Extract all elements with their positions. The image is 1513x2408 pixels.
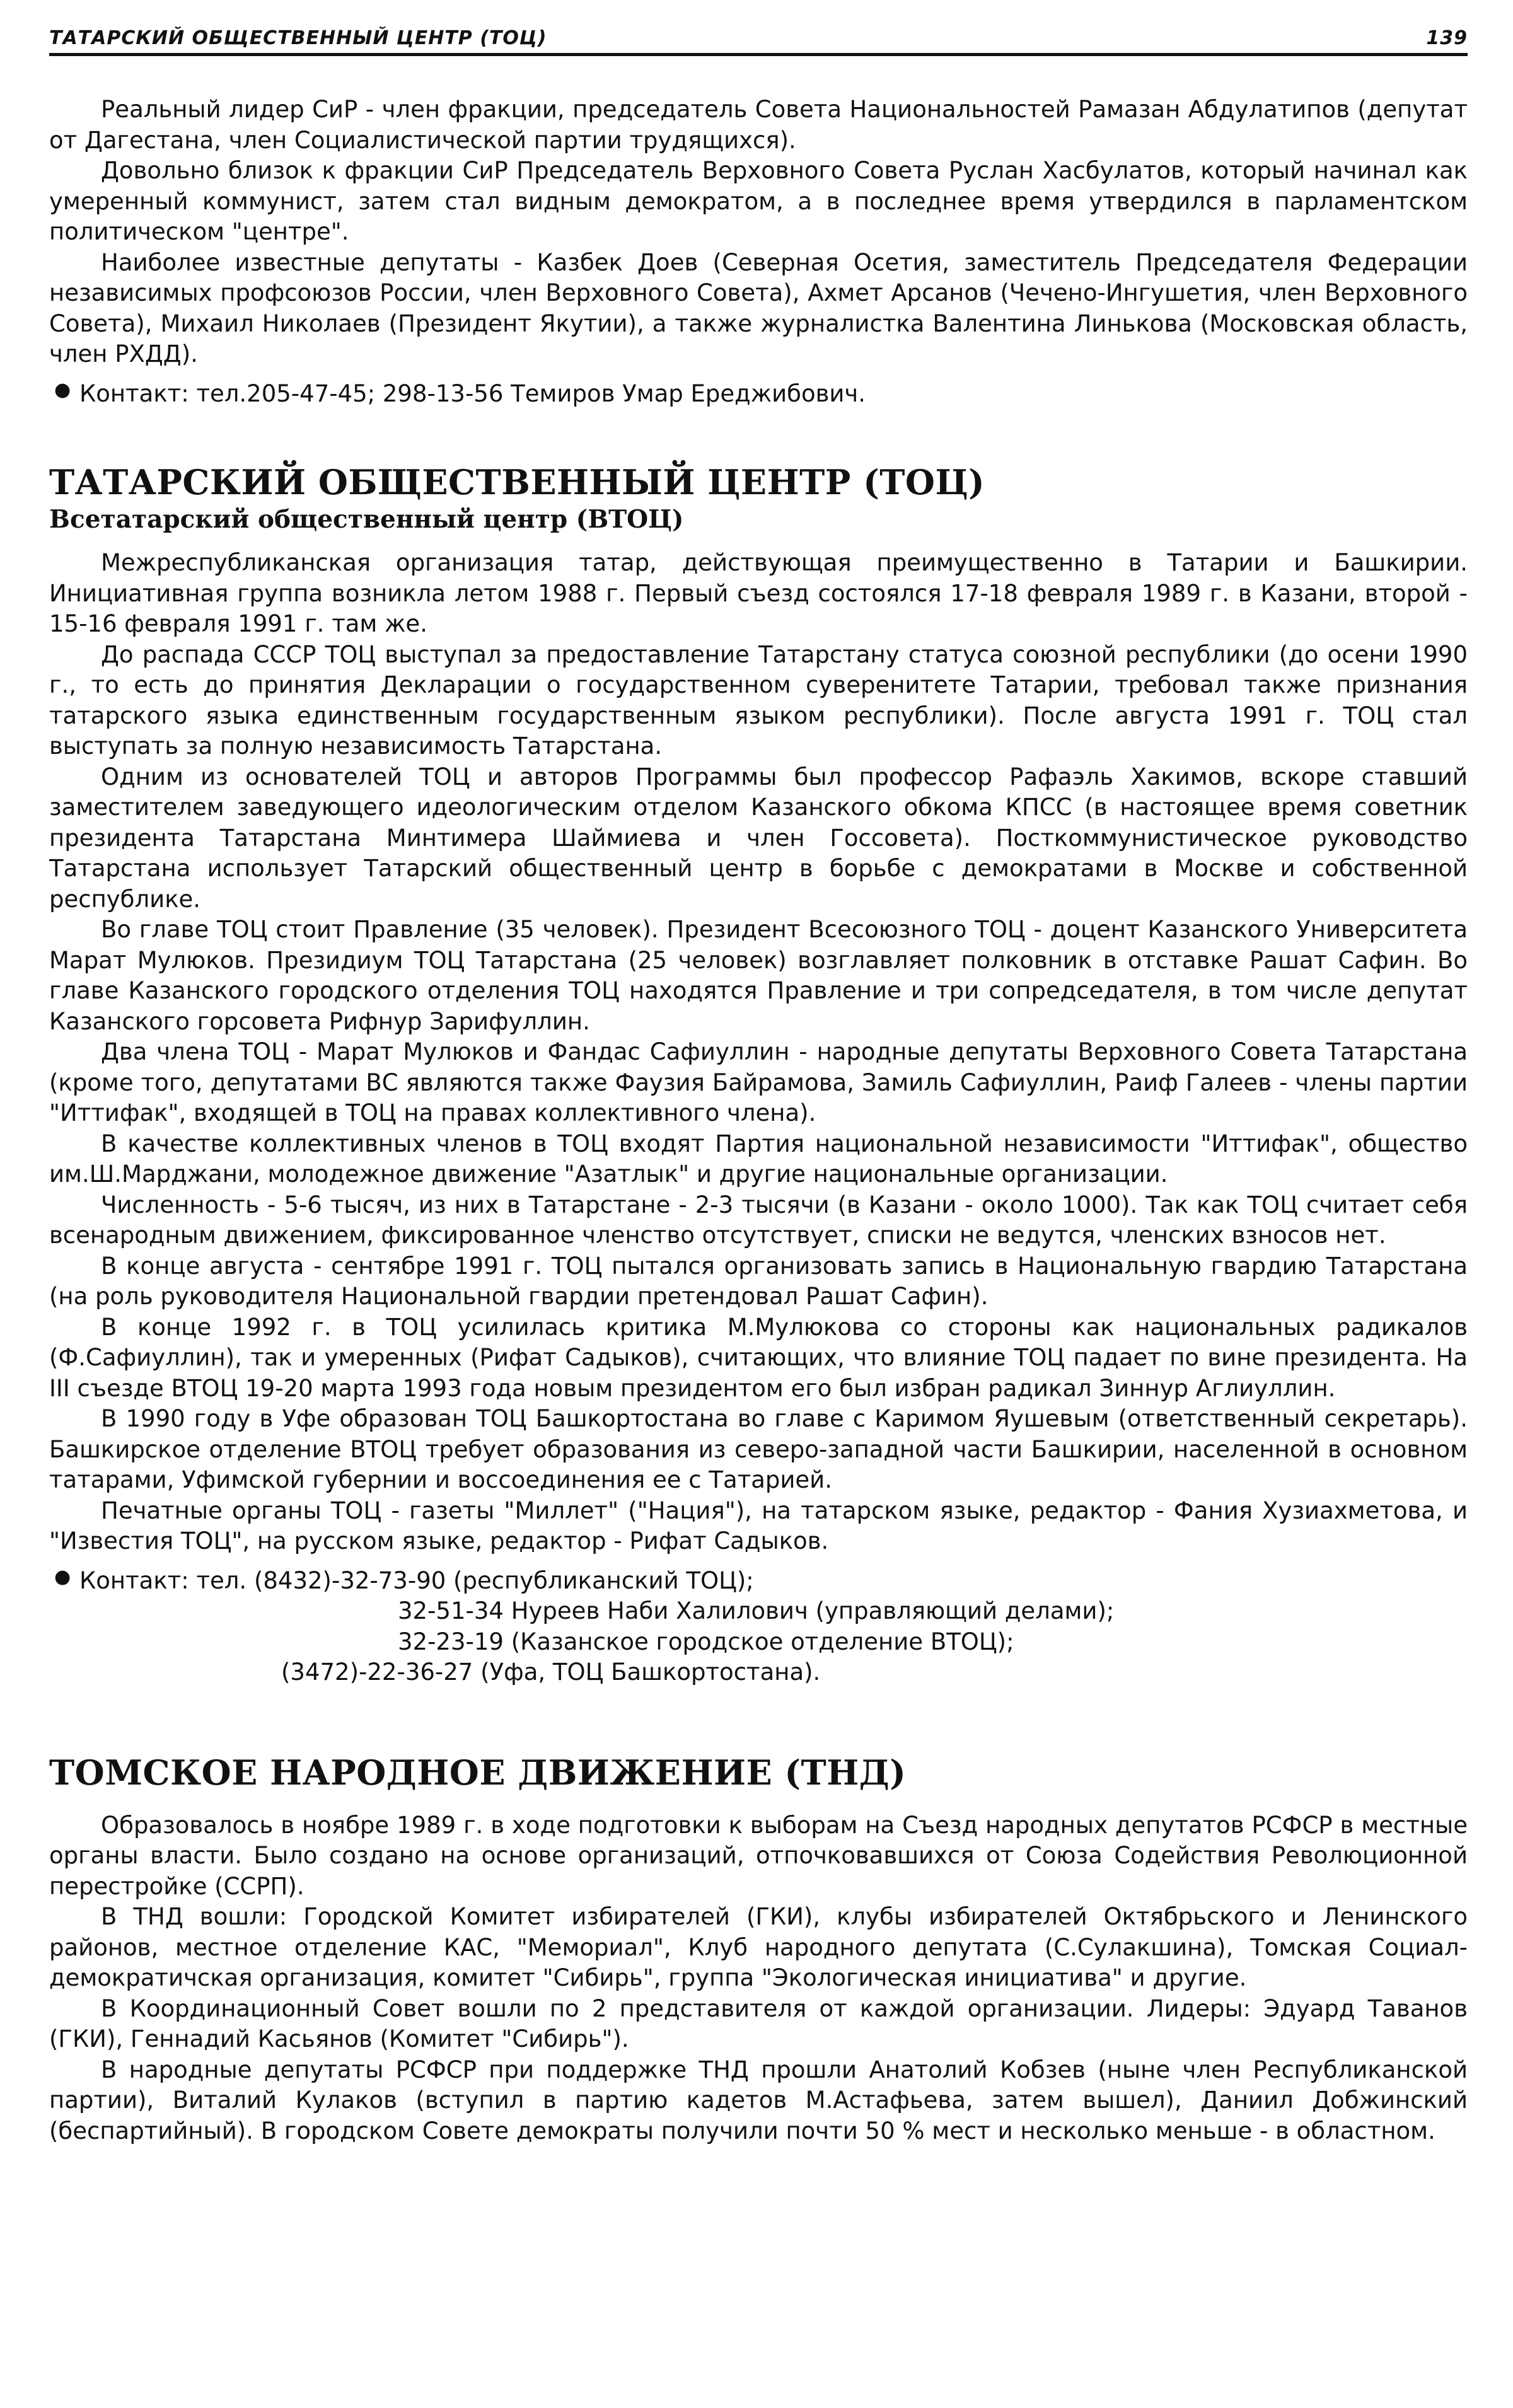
paragraph: Во главе ТОЦ стоит Правление (35 человек). Президент Всесоюзного ТОЦ - доцент Казанского Университета Марат Мулюков. Президиум ТОЦ Татарстана (25 человек) возглавляет полковник в отставке Рашат Сафин. Во главе Казанского городского отделения ТОЦ находятся Правление и три сопредседателя, в том числе депутат Казанского горсовета Рифнур Зарифуллин.	[49, 916, 1468, 1035]
running-header	[49, 19, 1468, 56]
paragraph: До распада СССР ТОЦ выступал за предоставление Татарстану статуса союзной республики (до осени 1990 г., то есть до принятия Декларации о государственном суверенитете Татарии, требовал также признания татарского языка единственным государственным языком республики). После августа 1991 г. ТОЦ стал выступать за полную независимость Татарстана.	[49, 640, 1468, 760]
paragraph: В конце 1992 г. в ТОЦ усилилась критика М.Мулюкова со стороны как национальных радикалов (Ф.Сафиуллин), так и умеренных (Рифат Садыков), считающих, что влияние ТОЦ падает по вине президента. На III съезде ВТОЦ 19-20 марта 1993 года новым президентом его был избран радикал Зиннур Аглиуллин.	[49, 1313, 1468, 1402]
paragraph: Межреспубликанская организация татар, действующая преимущественно в Татарии и Башкирии. Инициативная группа возникла летом 1988 г. Первый съезд состоялся 17-18 февраля 1989 г. в Казани, второй - 15-16 февраля 1991 г. там же.	[49, 549, 1468, 637]
paragraph: Численность - 5-6 тысяч, из них в Татарстане - 2-3 тысячи (в Казани - около 1000). Так как ТОЦ считает себя всенародным движением, фиксированное членство отсутствует, списки не ведутся, членских взносов нет.	[49, 1191, 1468, 1249]
section-toc	[49, 462, 1468, 1688]
bullet-icon: ●	[54, 1565, 71, 1588]
paragraph: Довольно близок к фракции СиР Председатель Верховного Совета Руслан Хасбулатов, который начинал как умеренный коммунист, затем стал видным демократом, а в последнее время утвердился в парламентском политическом "центре".	[49, 157, 1468, 245]
paragraph: В ТНД вошли: Городской Комитет избирателей (ГКИ), клубы избирателей Октябрьского и Ленинского районов, местное отделение КАС, "Мемориал", Клуб народного депутата (С.Сулакшина), Томская Социал-демократичская организация, комитет "Сибирь", группа "Экологическая инициатива" и другие.	[49, 1903, 1468, 1991]
paragraph: В народные депутаты РСФСР при поддержке ТНД прошли Анатолий Кобзев (ныне член Республиканской партии), Виталий Кулаков (вступил в партию кадетов М.Астафьева, затем вышел), Даниил Добжинский (беспартийный). В городском Совете демократы получили почти 50 % мест и несколько меньше - в областном.	[49, 2056, 1468, 2145]
paragraph: В 1990 году в Уфе образован ТОЦ Башкортостана во главе с Каримом Яушевым (ответственный секретарь). Башкирское отделение ВТОЦ требует образования из северо-западной части Башкирии, населенной в основном татарами, Уфимской губернии и воссоединения ее с Татарией.	[49, 1405, 1468, 1493]
section-title: ТОМСКОЕ НАРОДНОЕ ДВИЖЕНИЕ (ТНД)	[49, 1752, 907, 1793]
page-content	[49, 95, 1468, 2146]
contact-line: 32-51-34 Нуреев Наби Халилович (управляющий делами);	[398, 1597, 1115, 1624]
contact-line: Контакт: тел.205-47-45; 298-13-56 Темиров Умар Ереджибович.	[79, 379, 866, 407]
paragraph: В конце августа - сентябре 1991 г. ТОЦ пытался организовать запись в Национальную гвардию Татарстана (на роль руководителя Национальной гвардии претендовал Рашат Сафин).	[49, 1252, 1468, 1310]
contact-line: (3472)-22-36-27 (Уфа, ТОЦ Башкортостана).	[281, 1658, 821, 1686]
contact-line: 32-23-19 (Казанское городское отделение ВТОЦ);	[398, 1628, 1014, 1655]
section-tnd	[49, 1752, 1468, 2147]
contact-line: Контакт: тел. (8432)-32-73-90 (республиканский ТОЦ);	[79, 1566, 754, 1594]
running-header-title: ТАТАРСКИЙ ОБЩЕСТВЕННЫЙ ЦЕНТР (ТОЦ)	[49, 27, 547, 49]
section-title: ТАТАРСКИЙ ОБЩЕСТВЕННЫЙ ЦЕНТР (ТОЦ)	[49, 462, 985, 502]
paragraph: В Координационный Совет вошли по 2 представителя от каждой организации. Лидеры: Эдуард Таванов (ГКИ), Геннадий Касьянов (Комитет "Сибирь").	[49, 1994, 1468, 2052]
paragraph: Два члена ТОЦ - Марат Мулюков и Фандас Сафиуллин - народные депутаты Верховного Совета Татарстана (кроме того, депутатами ВС являются также Фаузия Байрамова, Замиль Сафиуллин, Раиф Галеев - члены партии "Иттифак", входящей в ТОЦ на правах коллективного члена).	[49, 1038, 1468, 1126]
paragraph: Печатные органы ТОЦ - газеты "Миллет" ("Нация"), на татарском языке, редактор - Фания Хузиахметова, и "Известия ТОЦ", на русском языке, редактор - Рифат Садыков.	[49, 1496, 1468, 1554]
intro-block	[49, 95, 1468, 409]
paragraph: Одним из основателей ТОЦ и авторов Программы был профессор Рафаэль Хакимов, вскоре ставший заместителем заведующего идеологическим отделом Казанского обкома КПСС (в настоящее время советник президента Татарстана Минтимера Шаймиева и член Госсовета). Посткоммунистическое руководство Татарстана использует Татарский общественный центр в борьбе с демократами в Москве и собственной республике.	[49, 763, 1468, 913]
section-subtitle: Всетатарский общественный центр (ВТОЦ)	[49, 505, 684, 534]
paragraph: В качестве коллективных членов в ТОЦ входят Партия национальной независимости "Иттифак", общество им.Ш.Марджани, молодежное движение "Азатлык" и другие национальные организации.	[49, 1130, 1468, 1188]
page-number: 139	[1426, 27, 1468, 49]
contact-block	[49, 1566, 1468, 1688]
paragraph: Образовалось в ноябре 1989 г. в ходе подготовки к выборам на Съезд народных депутатов РСФСР в местные органы власти. Было создано на основе организаций, отпочковавшихся от Союза Содействия Революционной перестройке (ССРП).	[49, 1811, 1468, 1900]
contact-block	[49, 379, 1468, 410]
paragraph: Наиболее известные депутаты - Казбек Доев (Северная Осетия, заместитель Председателя Федерации независимых профсоюзов России, член Верховного Совета), Ахмет Арсанов (Чечено-Ингушетия, член Верховного Совета), Михаил Николаев (Президент Якутии), а также журналистка Валентина Линькова (Московская область, член РХДД).	[49, 248, 1468, 368]
bullet-icon: ●	[54, 378, 71, 401]
paragraph: Реальный лидер СиР - член фракции, председатель Совета Национальностей Рамазан Абдулатипов (депутат от Дагестана, член Социалистической партии трудящихся).	[49, 96, 1468, 154]
